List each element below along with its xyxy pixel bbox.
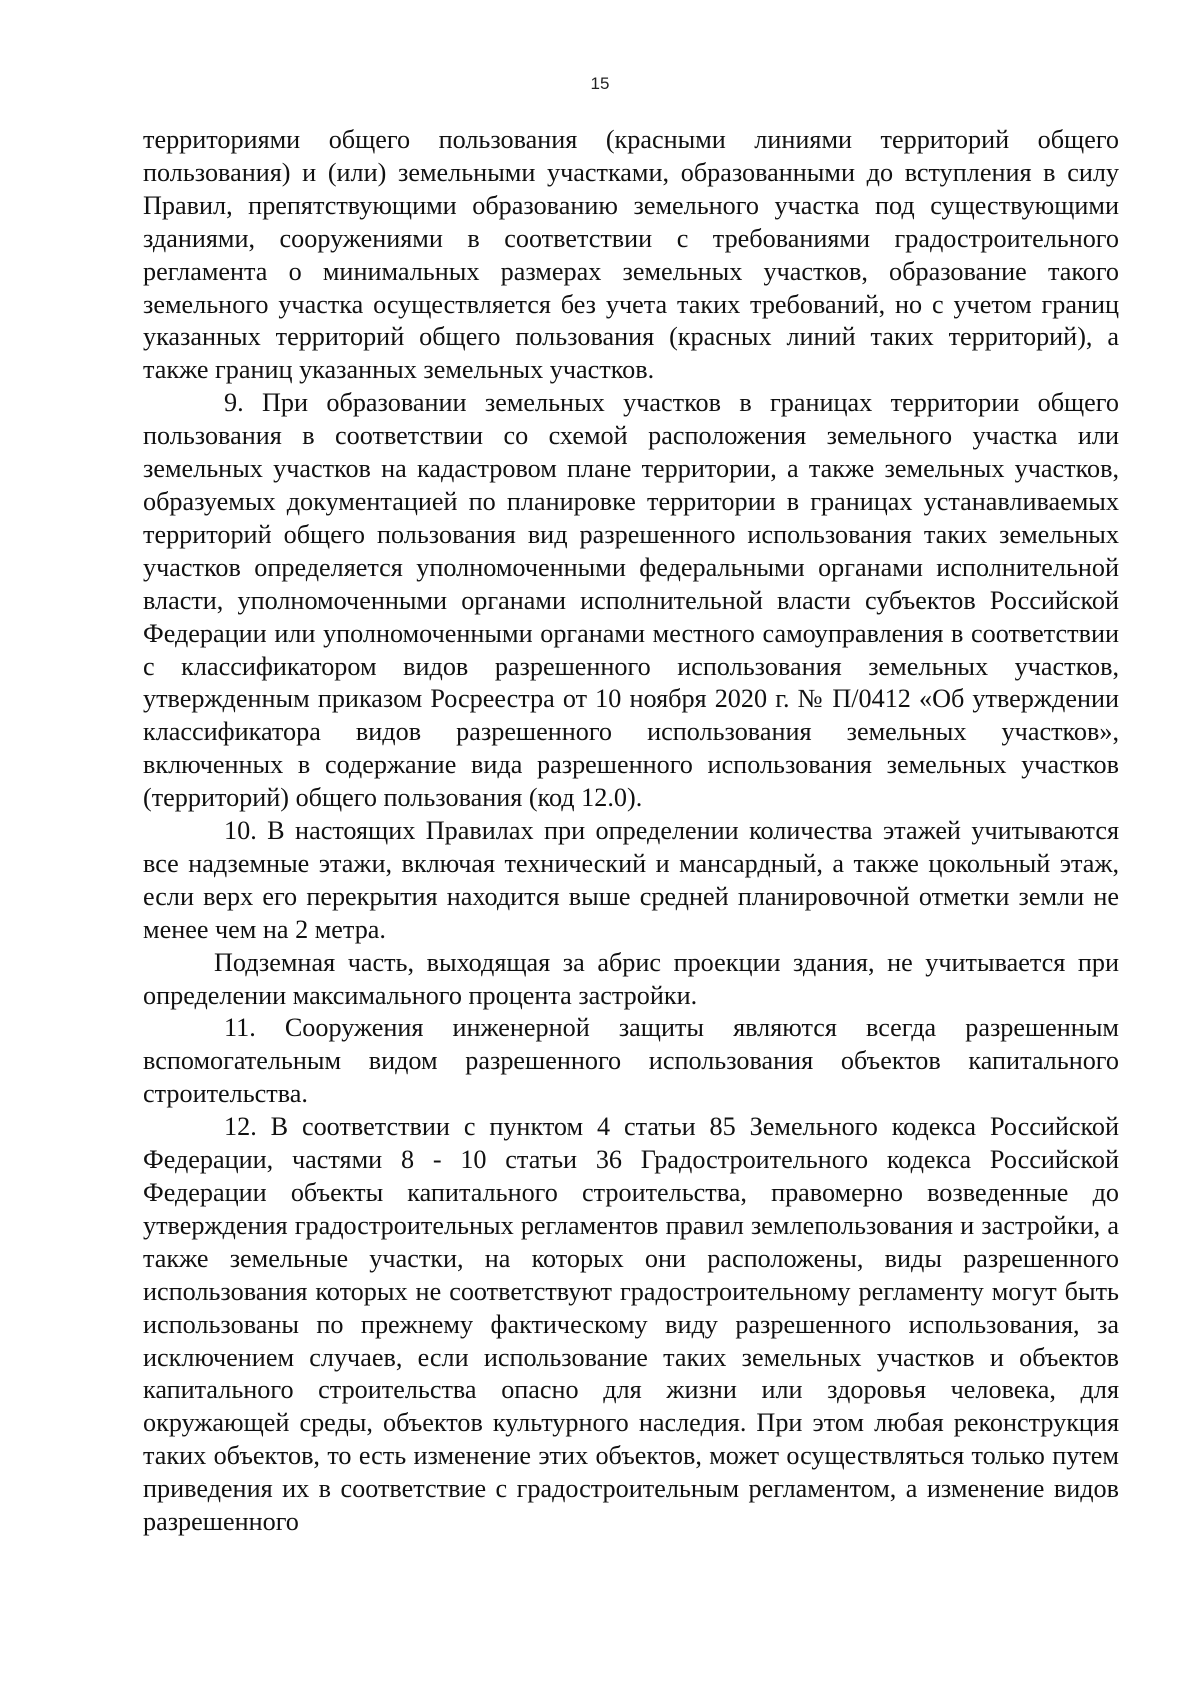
document-body (143, 124, 1119, 1539)
paragraph-item-12: 12. В соответствии с пунктом 4 статьи 85 Земельного кодекса Российской Федерации, частями 8 - 10 статьи 36 Градостроительного кодекса Российской Федерации объекты капитального строительства, правомерно возведенные до утверждения градостроительных регламентов правил землепользования и застройки, а также земельные участки, на которых они расположены, виды разрешенного использования которых не соответствуют градостроительному регламенту могут быть использованы по прежнему фактическому виду разрешенного использования, за исключением случаев, если использование таких земельных участков и объектов капитального строительства опасно для жизни или здоровья человека, для окружающей среды, объектов культурного наследия. При этом любая реконструкция таких объектов, то есть изменение этих объектов, может осуществляться только путем приведения их в соответствие с градостроительным регламентом, а изменение видов разрешенного (143, 1112, 1119, 1537)
paragraph-item-9: 9. При образовании земельных участков в границах территории общего пользования в соответствии со схемой расположения земельного участка или земельных участков на кадастровом плане территории, а также земельных участков, образуемых документацией по планировке территории в границах устанавливаемых территорий общего пользования вид разрешенного использования таких земельных участков определяется уполномоченными федеральными органами исполнительной власти, уполномоченными органами исполнительной власти субъектов Российской Федерации или уполномоченными органами местного самоуправления в соответствии с классификатором видов разрешенного использования земельных участков, утвержденным приказом Росреестра от 10 ноября 2020 г. № П/0412 «Об утверждении классификатора видов разрешенного использования земельных участков», включенных в содержание вида разрешенного использования земельных участков (территорий) общего пользования (код 12.0). (143, 388, 1119, 813)
page-number: 15 (590, 74, 610, 93)
paragraph-underground-part: Подземная часть, выходящая за абрис проекции здания, не учитывается при определении максимального процента застройки. (143, 947, 1119, 1010)
paragraph-item-10: 10. В настоящих Правилах при определении количества этажей учитываются все надземные этажи, включая технический и мансардный, а также цокольный этаж, если верх его перекрытия находится выше средней планировочной отметки земли не менее чем на 2 метра. (143, 816, 1119, 944)
paragraph-item-11: 11. Сооружения инженерной защиты являются всегда разрешенным вспомогательным видом разрешенного использования объектов капитального строительства. (143, 1013, 1119, 1109)
paragraph-continuation: территориями общего пользования (красными линиями территорий общего пользования) и (или) земельными участками, образованными до вступления в силу Правил, препятствующими образованию земельного участка под существующими зданиями, сооружениями в соответствии с требованиями градостроительного регламента о минимальных размерах земельных участков, образование такого земельного участка осуществляется без учета таких требований, но с учетом границ указанных территорий общего пользования (красных линий таких территорий), а также границ указанных земельных участков. (143, 125, 1119, 385)
